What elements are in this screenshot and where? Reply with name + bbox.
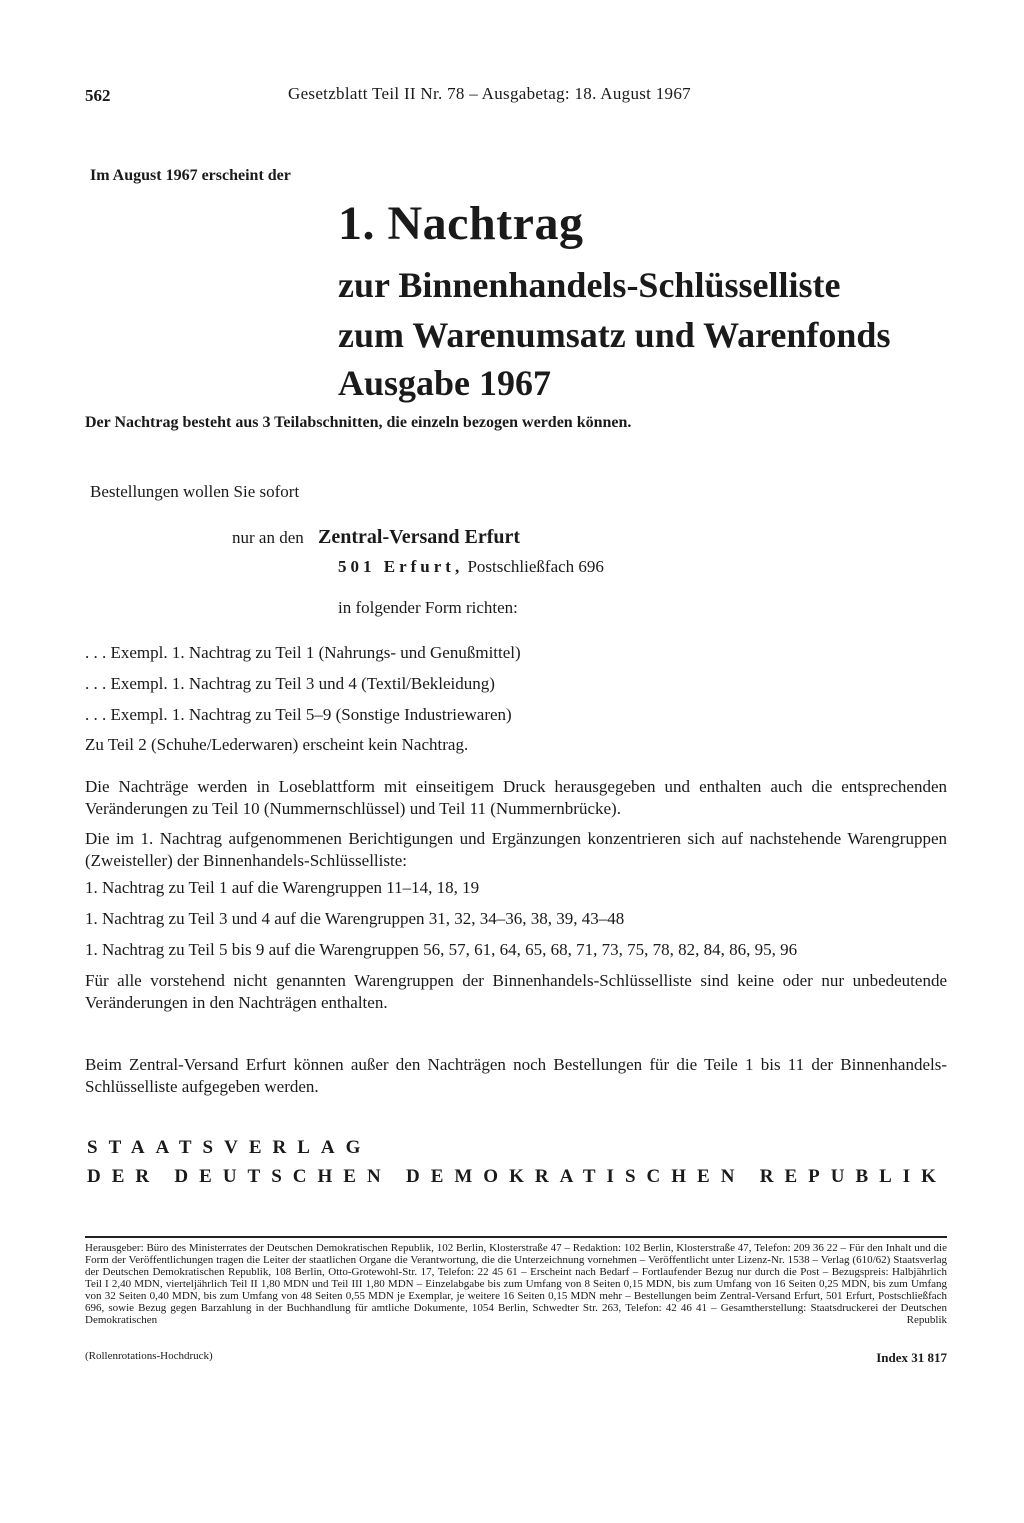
publisher-word: DEMOKRATISCHEN bbox=[405, 1166, 746, 1187]
order-recipient-line bbox=[232, 526, 520, 549]
paragraph-other-groups: Für alle vorstehend nicht genannten Warengruppen der Binnenhandels-Schlüsselliste sind keine oder nur unbedeutende Veränderungen in den Nachträgen enthalten. bbox=[85, 971, 947, 1012]
supplement-subtitle-1: zur Binnenhandels-Schlüsselliste bbox=[338, 265, 841, 305]
publisher-name: STAATSVERLAG bbox=[87, 1137, 372, 1158]
supplement-edition: Ausgabe 1967 bbox=[338, 363, 552, 403]
group-line: 1. Nachtrag zu Teil 1 auf die Warengruppen 11–14, 18, 19 bbox=[85, 878, 480, 897]
supplement-title: 1. Nachtrag bbox=[338, 197, 584, 250]
index-number: Index 31 817 bbox=[876, 1350, 947, 1365]
publisher-word: REPUBLIK bbox=[759, 1166, 947, 1187]
supplement-subtitle-2: zum Warenumsatz und Warenfonds bbox=[338, 315, 891, 355]
running-header: Gesetzblatt Teil II Nr. 78 – Ausgabetag: 18. August 1967 bbox=[288, 84, 691, 103]
paragraph-corrections: Die im 1. Nachtrag aufgenommenen Berichtigungen und Ergänzungen konzentrieren sich auf nachstehende Warengruppen (Zweisteller) der Binnenhandels-Schlüsselliste: bbox=[85, 829, 947, 870]
order-item: . . . Exempl. 1. Nachtrag zu Teil 1 (Nahrungs- und Genußmittel) bbox=[85, 643, 521, 662]
order-recipient: Zentral-Versand Erfurt bbox=[318, 526, 521, 548]
order-address-city: 501 Erfurt, bbox=[338, 557, 464, 576]
order-address-pobox: Postschließfach 696 bbox=[467, 557, 604, 576]
imprint-divider bbox=[85, 1236, 947, 1238]
group-line: 1. Nachtrag zu Teil 5 bis 9 auf die Warengruppen 56, 57, 61, 64, 65, 68, 71, 73, 75, 78, 82, 84, 86, 95, 96 bbox=[85, 940, 798, 959]
no-supplement-note: Zu Teil 2 (Schuhe/Lederwaren) erscheint kein Nachtrag. bbox=[85, 735, 469, 754]
paragraph-loose-leaf: Die Nachträge werden in Loseblattform mit einseitigem Druck herausgegeben und enthalten auch die entsprechenden Veränderungen zu Teil 10 (Nummernschlüssel) und Teil 11 (Nummernbrücke). bbox=[85, 777, 947, 818]
publisher-country bbox=[87, 1166, 947, 1188]
publisher-word: DEUTSCHEN bbox=[174, 1166, 392, 1187]
order-form-line: in folgender Form richten: bbox=[338, 598, 518, 617]
paragraph-ordering-parts: Beim Zentral-Versand Erfurt können außer den Nachträgen noch Bestellungen für die Teile 1 bis 11 der Binnenhandels-Schlüsselliste aufgegeben werden. bbox=[85, 1055, 947, 1096]
imprint-text: Herausgeber: Büro des Ministerrates der Deutschen Demokratischen Republik, 102 Berlin, Klosterstraße 47 – Redaktion: 102 Berlin, Klosterstraße 47, Telefon: 209 36 22 – Für den Inhalt und die Form der Veröffentlichungen tragen die Leiter der staatlichen Organe die Verantwortung, die die Unterzeichnung vornehmen – Veröffentlicht unter Lizenz-Nr. 1538 – Verlag (610/62) Staatsverlag der Deutschen Demokratischen Republik, 108 Berlin, Otto-Grotewohl-Str. 17, Telefon: 22 45 61 – Erscheint nach Bedarf – Fortlaufender Bezug nur durch die Post – Bezugspreis: Halbjährlich Teil I 2,40 MDN, vierteljährlich Teil II 1,80 MDN und Teil III 1,80 MDN – Einzelabgabe bis zum Umfang von 8 Seiten 0,15 MDN, bis zum Umfang von 16 Seiten 0,25 MDN, bis zum Umfang von 32 Seiten 0,40 MDN, bis zum Umfang von 48 Seiten 0,55 MDN je Exemplar, je weitere 16 Seiten 0,15 MDN mehr – Bestellungen beim Zentral-Versand Erfurt, 501 Erfurt, Postschließfach 696, sowie Bezug gegen Barzahlung in der Buchhandlung für amtliche Dokumente, 1054 Berlin, Schwedter Str. 263, Telefon: 42 46 41 – Gesamtherstellung: Staatsdruckerei der Deutschen Demokratischen Republik bbox=[85, 1242, 947, 1326]
order-item: . . . Exempl. 1. Nachtrag zu Teil 3 und 4 (Textil/Bekleidung) bbox=[85, 674, 495, 693]
order-instruction: Bestellungen wollen Sie sofort bbox=[90, 482, 300, 501]
order-item: . . . Exempl. 1. Nachtrag zu Teil 5–9 (Sonstige Industriewaren) bbox=[85, 705, 512, 724]
page-number: 562 bbox=[85, 86, 111, 105]
imprint-footer bbox=[85, 1350, 947, 1366]
announcement-intro: Im August 1967 erscheint der bbox=[90, 167, 291, 184]
publisher-word: DER bbox=[87, 1166, 161, 1187]
order-address bbox=[338, 557, 604, 577]
group-line: 1. Nachtrag zu Teil 3 und 4 auf die Warengruppen 31, 32, 34–36, 38, 39, 43–48 bbox=[85, 909, 625, 928]
order-only-to: nur an den bbox=[232, 528, 304, 547]
supplement-note: Der Nachtrag besteht aus 3 Teilabschnitten, die einzeln bezogen werden können. bbox=[85, 414, 632, 431]
imprint-printing-method: (Rollenrotations-Hochdruck) bbox=[85, 1350, 213, 1362]
